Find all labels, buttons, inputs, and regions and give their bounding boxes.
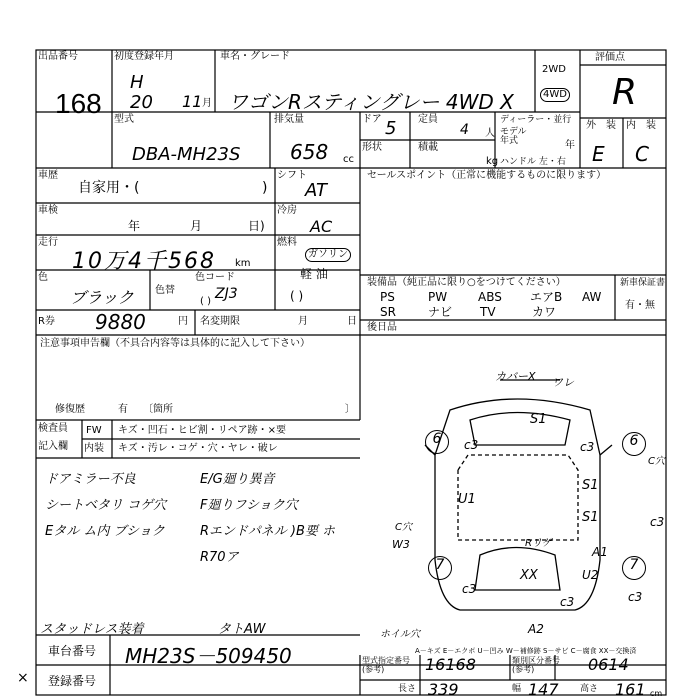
score-value: R [612, 72, 638, 113]
repair-close: 〕 [345, 404, 355, 415]
capacity-unit: 人 [485, 128, 495, 139]
inner-label: 内装 [84, 443, 104, 454]
diag-c3a: c3 [464, 438, 479, 452]
equip-sr: SR [380, 305, 396, 319]
remark-r1: E/G廻り異音 [200, 472, 275, 487]
remark-2: シートベタリ コゲ穴 [45, 498, 167, 513]
fuel-label: 燃料 [277, 237, 297, 248]
score-label: 評価点 [595, 52, 625, 63]
remark-r4: R70ア [200, 550, 239, 565]
kg-unit: kg [486, 156, 499, 167]
fuel-gas: ガソリン [305, 248, 351, 262]
diag-top: カバーX [495, 370, 536, 383]
disp-value: 658 [290, 140, 329, 164]
history-label: 車歴 [38, 170, 58, 181]
doors-value: 5 [385, 118, 397, 139]
diag-c3b: c3 [580, 440, 595, 454]
int-grade: C [635, 142, 649, 166]
damage-legend: A－キズ E－エクボ U－凹み W－補修跡 S－サビ C－腐食 XX－交換済 [415, 647, 637, 655]
disp-unit: cc [343, 154, 354, 165]
mileage-value: 10万4千568 [72, 249, 216, 274]
remark-1: ドアミラー不良 [45, 472, 136, 487]
history-close: ) [262, 180, 268, 196]
diag-c-kan: C穴 [395, 522, 412, 533]
insp-year: 年 [128, 219, 141, 233]
disp-label: 排気量 [274, 114, 304, 125]
delete-label: 名変期限 [200, 316, 240, 327]
model-label: 型式 [114, 114, 134, 125]
chassis-label: 車台番号 [48, 644, 97, 658]
warranty-label: 新車保証書 [620, 278, 666, 288]
color-value: ブラック [70, 288, 134, 307]
color-label: 色 [38, 272, 48, 283]
color-change-label: 色替 [155, 285, 175, 296]
drive-4wd: 4WD [540, 88, 570, 102]
class-label: 類別区分番号 (参考) [512, 656, 560, 674]
diag-c3d: c3 [462, 582, 477, 596]
diag-six-l: 6 [425, 430, 449, 454]
equip-tv: TV [480, 305, 496, 319]
type-label: 型式指定番号 (参考) [362, 656, 410, 674]
repair-yes: 有 [118, 404, 128, 415]
h-label: 高さ [580, 684, 599, 694]
diag-w3: W3 [392, 538, 410, 551]
diag-hoil: ホイル穴 [380, 629, 420, 640]
aircon-value: AC [310, 217, 333, 236]
diag-c3c: c3 [650, 515, 665, 529]
equip-aw: AW [582, 290, 602, 304]
shift-label: シフト [277, 170, 307, 181]
insp-day: 日) [248, 219, 265, 233]
equip-leather: カワ [532, 305, 557, 319]
fuel-light: 軽 油 [300, 267, 328, 281]
handle-label: ハンドル 左・右 [500, 157, 566, 167]
chassis-value: MH23S－509450 [125, 644, 292, 668]
diag-xx: XX [520, 568, 538, 583]
equip-abs: ABS [478, 290, 502, 304]
recycle-value: 9880 [95, 310, 146, 334]
shift-value: AT [305, 180, 327, 201]
first-reg-month: 11 [182, 92, 203, 111]
recycle-label: R券 [38, 316, 55, 327]
diag-a2: A2 [528, 622, 544, 636]
inspection-label: 車検 [38, 205, 58, 216]
aircon-label: 冷房 [277, 205, 297, 216]
diag-seven-l: 7 [428, 556, 452, 580]
h-value: 161 [615, 680, 646, 699]
diag-u1: U1 [458, 492, 476, 507]
capacity-value: 4 [460, 122, 469, 138]
mileage-unit: km [235, 258, 251, 269]
recycle-unit: 円 [178, 316, 188, 327]
model-year-label: モデル 年式 [500, 127, 527, 146]
diag-c3e: c3 [628, 590, 643, 604]
insp-month: 月 [190, 219, 203, 233]
equip-label: 装備品（純正品に限り○をつけてください） [367, 277, 566, 288]
len-label: 長さ [398, 684, 417, 694]
diag-s1a: S1 [530, 412, 547, 427]
later-label: 後日品 [367, 322, 397, 333]
year-unit: 年 [565, 140, 575, 151]
fuel-paren: ( ) [290, 289, 304, 303]
sales-point-label: セールスポイント（正常に機能するものに限ります） [367, 170, 607, 181]
car-label: 車名・グレード [220, 51, 290, 62]
diag-u2: U2 [582, 568, 599, 582]
repair-place: 〔箇所 [143, 404, 173, 415]
diag-wl: ワレ [552, 376, 574, 389]
fw-label: FW [86, 425, 102, 436]
diag-seven-r: 7 [622, 556, 646, 580]
w-label: 幅 [512, 684, 522, 694]
ext-grade: E [592, 142, 605, 166]
load-label: 積載 [418, 142, 438, 153]
w-value: 147 [528, 680, 559, 699]
shape-label: 形状 [362, 142, 382, 153]
class-value: 0614 [588, 655, 629, 674]
diag-rirge: Rリゲ [525, 538, 552, 549]
regno-label: 登録番号 [48, 674, 97, 688]
first-reg-era: H [130, 72, 144, 93]
capacity-label: 定員 [418, 114, 438, 125]
inspector-label2: 記入欄 [38, 441, 68, 452]
remark-4: スタッドレス装着 [40, 622, 144, 637]
model-value: DBA-MH23S [132, 144, 241, 165]
repair-label: 修復歴 [55, 404, 85, 415]
lot-label: 出品番号 [38, 51, 78, 62]
history-value: 自家用・( [78, 180, 140, 196]
mileage-label: 走行 [38, 237, 58, 248]
equip-navi: ナビ [428, 305, 453, 319]
remark-r3: Rエンドパネル )B要 ホ [200, 524, 336, 539]
len-value: 339 [428, 680, 459, 699]
lot-number: 168 [55, 88, 102, 119]
cm-unit: cm [650, 689, 663, 698]
delete-day: 日 [347, 316, 357, 327]
equip-ps: PS [380, 290, 395, 304]
month-unit: 月 [202, 98, 212, 109]
remark-3: Eタル ム内 ブショク [45, 524, 165, 539]
dealer-label: ディーラー・並行 [500, 115, 572, 125]
diag-a1: A1 [592, 545, 608, 559]
first-reg-label: 初度登録年月 [114, 51, 174, 62]
diag-s1c: S1 [582, 510, 599, 525]
diag-c-right: C穴 [648, 456, 665, 467]
delete-month: 月 [298, 316, 308, 327]
first-reg-year: 20 [130, 92, 153, 113]
defect-list-2: キズ・汚レ・コゲ・穴・ヤレ・破レ [118, 443, 278, 454]
inspector-label: 検査員 [38, 423, 68, 434]
x-mark: × [17, 670, 29, 686]
doors-label: ドア [362, 114, 382, 125]
equip-airbag: エアB [530, 290, 563, 304]
equip-pw: PW [428, 290, 448, 304]
grade-labels: 外装内装 [586, 120, 666, 131]
type-value: 16168 [425, 655, 476, 674]
remark-r2: F廻りフショク穴 [200, 498, 298, 513]
color-code: ZJ3 [215, 286, 238, 302]
notes-label: 注意事項申告欄（不具合内容等は具体的に記入して下さい） [40, 338, 310, 349]
diag-c3f: c3 [560, 595, 575, 609]
tire-note: タトAW [218, 622, 266, 637]
drive-2wd: 2WD [542, 64, 566, 75]
defect-list-1: キズ・凹石・ヒビ割・リペア跡・×要 [118, 425, 286, 436]
car-name: ワゴンRスティングレー 4WD X [228, 90, 514, 114]
warranty-yn: 有・無 [625, 300, 655, 311]
color-paren: ( ) [200, 296, 211, 307]
diag-s1b: S1 [582, 478, 599, 493]
diag-six-r: 6 [622, 432, 646, 456]
color-code-label: 色コード [195, 272, 235, 283]
